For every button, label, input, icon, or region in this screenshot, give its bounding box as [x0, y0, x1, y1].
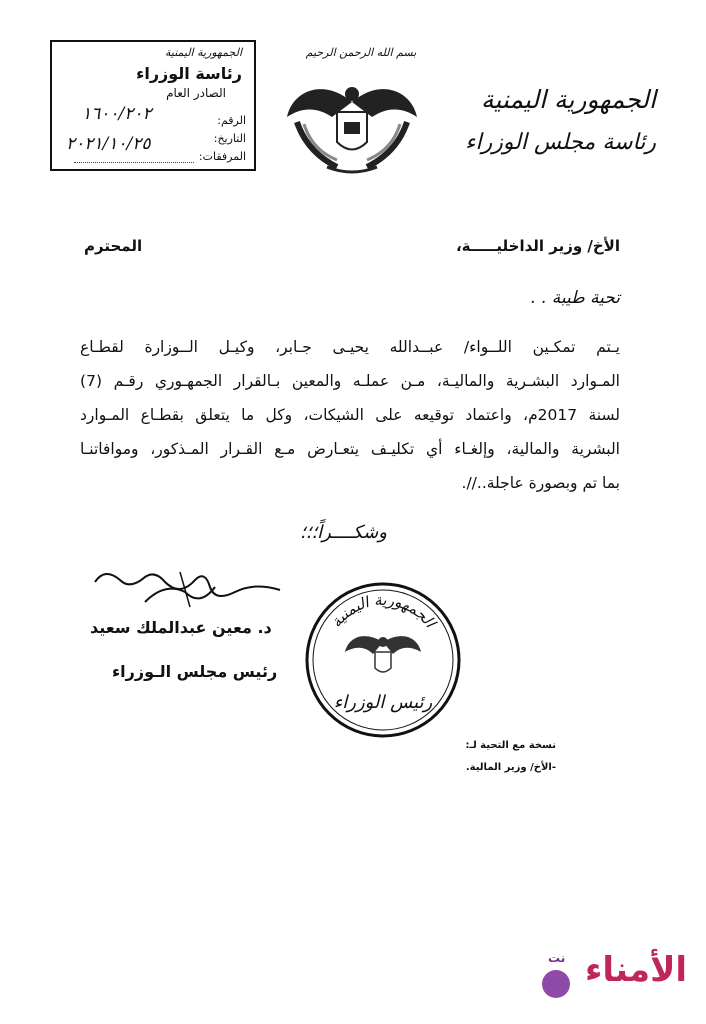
- ref-presidency: رئاسة الوزراء: [136, 64, 242, 83]
- seal-bottom-text: رئيس الوزراء: [333, 692, 433, 713]
- addressee: الأخ/ وزير الداخليـــــة،: [455, 237, 620, 255]
- body-line: لسنة 2017م، واعتماد توقيعه على الشيكات، وكل ما يتعلق بقطـاع المـوارد: [80, 406, 621, 424]
- ref-date-value: ٢٠٢١/١٠/٢٥: [66, 134, 151, 154]
- body-line: يـتم تمكـين اللــواء/ عبــدالله يحيـى جـابر، وكيـل الــوزارة لقطـاع: [80, 338, 620, 356]
- body-line: المـوارد البشـرية والماليـة، مـن عملـه والمعين بـالقرار الجمهـوري رقـم (7): [80, 372, 620, 390]
- ref-date-label: التاريخ:: [213, 132, 246, 145]
- copies-item: -الأخ/ وزير المالية.: [465, 762, 556, 773]
- copies-heading: نسخة مع التحية لـ:: [465, 740, 556, 751]
- letter-body: [80, 330, 620, 500]
- watermark-avatar-icon: [542, 970, 570, 998]
- reference-stamp-box: [50, 40, 256, 171]
- seal-top-text: الجمهورية اليمنية: [327, 590, 440, 631]
- ref-attachments-line: [74, 162, 194, 163]
- honorific: المحترم: [84, 237, 143, 255]
- signatory-name: د. معين عبدالملك سعيد: [90, 618, 272, 637]
- watermark-suffix: نت: [548, 951, 566, 965]
- yemen-eagle-emblem-icon: [282, 72, 422, 182]
- closing-thanks: وشكــــراً؛؛؛: [300, 522, 387, 543]
- handwritten-signature: [85, 562, 285, 622]
- basmala: بسم الله الرحمن الرحيم: [305, 46, 417, 59]
- letterhead-presidency: رئاسة مجلس الوزراء: [465, 130, 656, 155]
- ref-number-label: الرقم:: [217, 114, 246, 127]
- ref-attachments-label: المرفقات:: [198, 150, 246, 163]
- ref-outgoing: الصادر العام: [166, 86, 226, 100]
- body-line: بما تم وبصورة عاجلة..//.: [461, 474, 620, 492]
- watermark-logo-text: الأمناء: [585, 950, 688, 990]
- ref-number-value: ١٦٠٠/٢٠٢: [82, 104, 152, 124]
- body-line: البشرية والمالية، وإلغـاء أي تكليـف يتعـارض مـع القـرار المـذكور، وموافاتنـا: [80, 440, 620, 458]
- ref-republic: الجمهورية اليمنية: [164, 46, 242, 59]
- official-round-seal: [303, 580, 463, 740]
- letterhead-republic: الجمهورية اليمنية: [480, 85, 656, 114]
- signatory-title: رئيس مجلس الـوزراء: [112, 662, 278, 681]
- greeting: تحية طيبة . .: [530, 288, 620, 308]
